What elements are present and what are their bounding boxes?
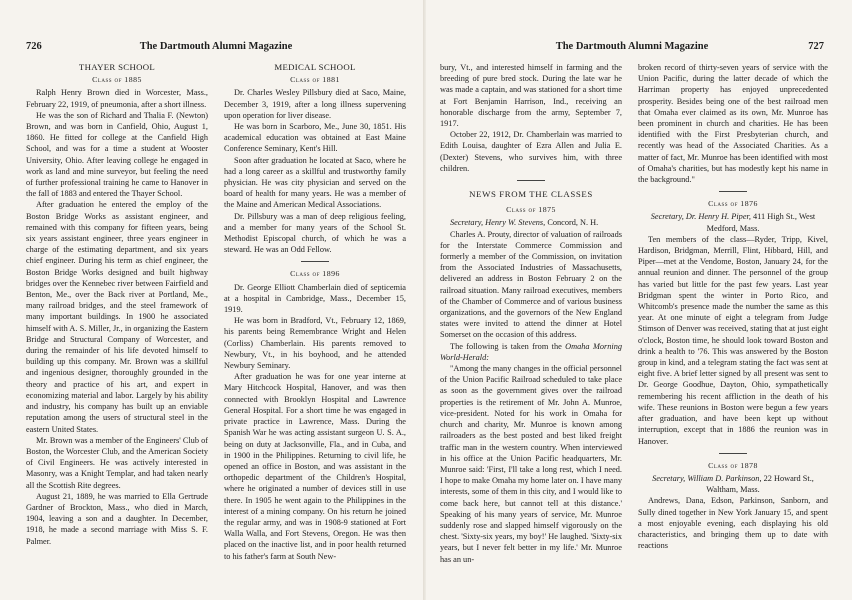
right-page-header [440,41,824,55]
secretary-name: Secretary, William D. Parkinson, [652,473,762,483]
paragraph: broken record of thirty-seven years of service with the Union Pacific, during the latter decade of which the Harriman property has enjoyed unprecedented prosperity. Besides being one of the best railroad men that Omaha ever claimed as its own, Mr. Munroe has been prominent in church and charities. He has been identified with the First Presbyterian church, and recently was head of the Associated Charities. As a matter of fact, Mr. Munroe has been identified with most of Omaha's charities, but has modestly kept his name in the background." [638,63,828,185]
left-page [0,0,424,600]
paragraph: After graduation he was for one year interne at Mary Hitchcock Hospital, Hanover, and was then connected with Brooklyn Hospital and Lawrence General Hospital. For a short time he was engaged in private practice in Lawrence, Mass. During the Spanish War he was acting assistant surgeon U. S. A., being on duty at Jacksonville, Fla., and in Cuba, and in 1900 in the Philippines. Returning to civil life, he opened an office in Boston, and was assistant in the orthopedic department of the Children's Hospital, where he originated a number of devices still in use there. In 1905 he went again to the Philippines in the interest of a mining company. On his return he joined the regular army, and was in 1908-9 stationed at Fort Walla Walla, and Fort Stevens, Oregon. He was then placed on the inactive list, and in poor health returned to his father's farm at South New- [224,372,406,561]
paragraph: August 21, 1889, he was married to Ella Gertrude Gardner of Brockton, Mass., who died in March, 1904, leaving a son and a daughter. In December, 1918, he made a second marriage with Miss S. F. Palmer. [26,491,208,546]
paragraph: bury, Vt., and interested himself in farming and the breeding of pure bred stock. During the late war he was made a captain, and was stationed for a short time at Fort Benjamin Harrison, Ind., receiving an honorable discharge from the army, September 7, 1917. [440,63,622,129]
paragraph: Ralph Henry Brown died in Worcester, Mass., February 22, 1919, of pneumonia, after a short illness. [26,88,208,109]
paragraph: He was born in Scarboro, Me., June 30, 1851. His academical education was obtained at East Maine Conference Seminary, Kent's Hill. [224,122,406,154]
secretary-line [440,217,622,228]
running-head: The Dartmouth Alumni Magazine [139,41,293,52]
news-heading: NEWS FROM THE CLASSES [469,189,593,200]
newspaper-name: Omaha Morning World-Herald: [440,341,622,362]
paragraph [440,341,622,363]
secretary-line [638,473,828,495]
paragraph: Mr. Brown was a member of the Engineers' Club of Boston, the Worcester Club, and the American Society of Civil Engineers. He was actively interested in Masonry, was a Knight Templar, and had taken nearly all the Scottish Rite degrees. [26,435,208,490]
secretary-address: 411 High St., West Medford, Mass. [706,212,816,233]
secretary-address: Concord, N. H. [547,218,599,228]
secretary-line [638,211,828,233]
section-title: THAYER SCHOOL [78,62,156,72]
page-number: 726 [26,41,42,52]
paragraph: Dr. George Elliott Chamberlain died of septicemia at a hospital in Cambridge, Mass., December 15, 1919. [224,282,406,315]
divider-rule [719,191,747,192]
paragraph-lead: The following is taken from the [450,341,562,351]
secretary-address: 22 Howard St., Waltham, Mass. [706,473,814,495]
divider-rule [301,261,329,262]
class-label: Class of 1885 [92,75,142,85]
secretary-name: Secretary, Dr. Henry H. Piper, [650,212,751,222]
paragraph: October 22, 1912, Dr. Chamberlain was married to Edith Louisa, daughter of Ezra Allen and Julia E. (Dexter) Stevens, who survives him, with three children. [440,130,622,173]
paragraph: Charles A. Prouty, director of valuation of railroads for the Interstate Commerce Commission and formerly a member of the Commission, on invitation from the Associated Industries of Massachusetts, delivered an address in Boston February 2 on the railroad situation. Many railroad executives, members of the Chamber of Commerce and of various business organizations, and the governors of the New England states were invited to attend the dinner at Hotel Somerset on the occasion of this address. [440,229,622,340]
paragraph: Ten members of the class—Ryder, Tripp, Kivel, Hardison, Bridgman, Merrill, Flint, Hibbard, Hill, and Piper—met at the Vendome, Boston, January 24, for the annual reunion and dinner. The personnel of the group has varied but little for the past few years. Last year Bridgman spent the winter in Porto Rico, and Whitcomb's presence made the number the same as this year. At one minute of eight a telegram from Judge Stimson of Denver was received, stating that at just eight o'clock, Boston time, he should look toward Boston and drink a health to '76. This was answered by the Boston group in kind, and a telegram stating the fact was sent at eight five. A brief letter signed by all present was sent to Dr. George Goodhue, Dayton, Ohio, sympathetically remembering his recent affliction in the death of his wife. These reunions in Boston were begun a few years after graduation, and have been kept up without interruption, except that in 1886 the reunion was in Hanover. [638,234,828,446]
left-column-1 [26,62,208,598]
paragraph: Soon after graduation he located at Saco, where he had a long career as a skillful and trustworthy family physician. He was city physician and served on the board of health for many years. He was a member of the Maine and American Medical Associations. [224,155,406,210]
paragraph: Dr. Pillsbury was a man of deep religious feeling, and a member for many years of the School St. Methodist Episcopal church, of which he was a steward. He was an Odd Fellow. [224,211,406,255]
paragraph: After graduation he entered the employ of the Boston Bridge Works as assistant engineer, and remained with this company for fifteen years, being six years assistant engineer, three years engineer in charge of the estimating department, and six years chief engineer. During his term as chief engineer, the Boston Bridge Works designed and built highway bridges over the Kennebec river between Fairfield and Benton, Me., over the Back river at Portland, Me., many railroad bridges, and the steel framework of many important buildings. In 1900 he associated himself with A. S. Miller, Jr., in organizing the Eastern Bridge and Structural Company of Worcester, and during the remainder of his life devoted himself to building up this company. Mr. Brown was a skillful and ingenious designer, thoroughly grounded in the theory and practice of his art, and expert in economizing material and labor. Largely by his ability and industry, his company has built up an enviable reputation among the users of structural steel in the eastern United States. [26,200,208,434]
class-label: Class of 1881 [290,75,340,85]
paragraph: Dr. Charles Wesley Pillsbury died at Saco, Maine, December 3, 1919, after a long illness supervening upon operation for liver disease. [224,88,406,120]
right-column-2 [638,62,828,598]
paragraph: Andrews, Dana, Edson, Parkinson, Sanborn, and Sully dined together in New York January 15, and spent a most enjoyable evening, each displaying his old characteristics, and bringing them up to date with reactions [638,496,828,551]
running-head: The Dartmouth Alumni Magazine [555,41,709,52]
class-label: Class of 1896 [290,269,340,279]
divider-rule [517,180,545,181]
paragraph: He was the son of Richard and Thalia F. (Newton) Brown, and was born in Canfield, Ohio, August 1, 1860. He fitted for college at the Canfield High School, and was for a time a student at Wooster University, Ohio. After leaving college he engaged in work as land and mine surveyor, but feeling the need of further professional training he came to Hanover in the fall of 1883 and entered the Thayer School. [26,110,208,199]
class-label: Class of 1878 [708,460,758,470]
secretary-name: Secretary, Henry W. Stevens, [450,218,546,228]
section-title: MEDICAL SCHOOL [274,62,356,72]
right-page [426,0,852,600]
left-page-header [26,41,406,55]
class-label: Class of 1875 [506,205,556,215]
paragraph: "Among the many changes in the official personnel of the Union Pacific Railroad scheduled to take place as soon as the government gives over the railroad properties is the retirement of Mr. John A. Munroe, vice-president. Noted for his work in Omaha for church and charity, Mr. Munroe is known among railroaders as the best posted and best liked freight traffic man in the western country. When interviewed in his office at the Union Pacific headquarters, Mr. Munroe said: 'First, I'll take a long rest, which I need. I hope to make Omaha my home later on. I have many interests, some of them in this city, and I would like to come back here, but cannot tell at this distance.' Speaking of his many years of service, Mr. Munroe suddenly rose and slapped himself vigorously on the chest. 'Sixty-six years, my boy!' He laughed. 'Sixty-six years, but I never felt better in my life.' Mr. Munroe has an un- [440,364,622,564]
left-column-2 [224,62,406,598]
page-number: 727 [808,41,824,52]
class-label: Class of 1876 [708,199,758,209]
divider-rule [719,453,747,454]
right-column-1 [440,62,622,598]
paragraph: He was born in Bradford, Vt., February 12, 1869, his parents being Remembrance Wright and Helen (Corliss) Chamberlain. His parents removed to Newbury, Vt., in his boyhood, and he attended Newbury Seminary. [224,316,406,371]
